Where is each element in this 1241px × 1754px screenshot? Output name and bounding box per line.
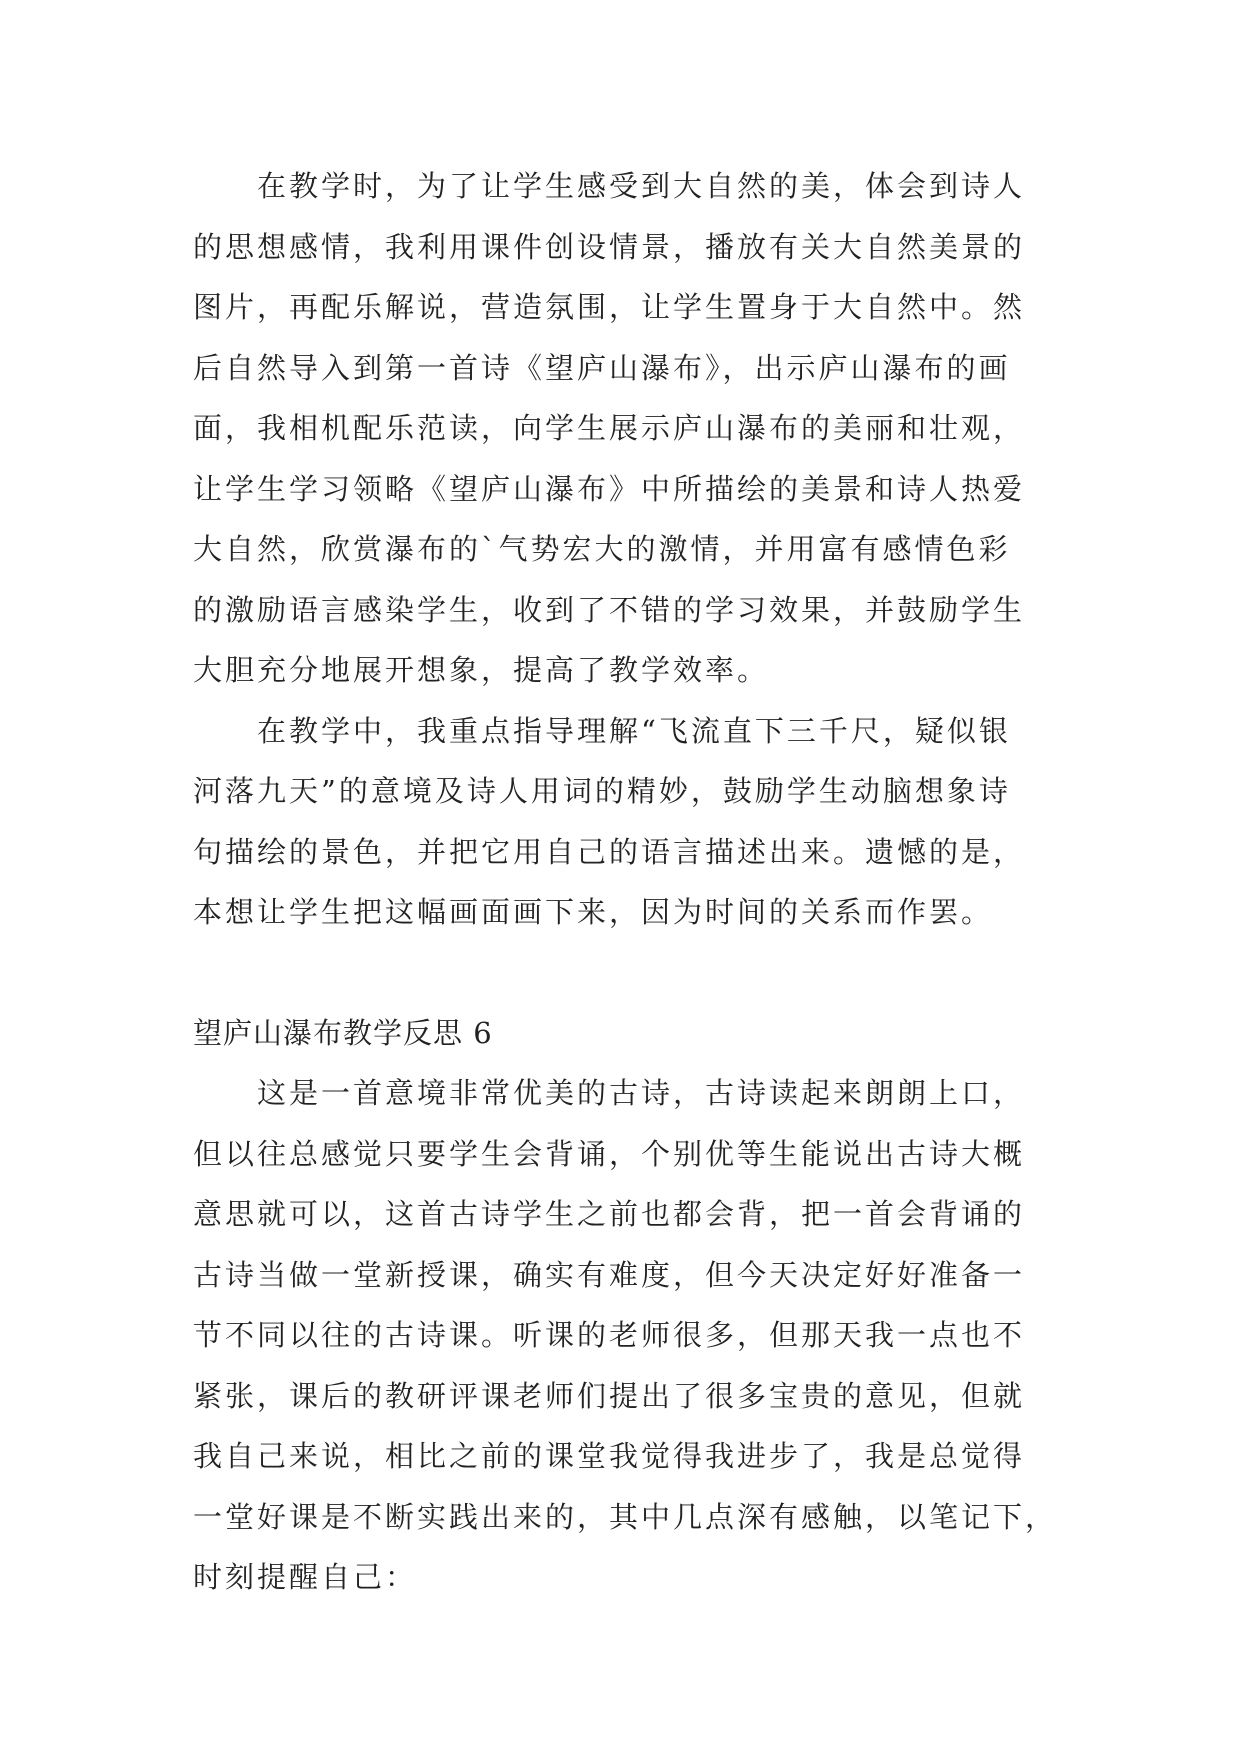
text-line: 句描绘的景色，并把它用自己的语言描述出来。遗憾的是， xyxy=(193,834,1026,869)
text-line: 在教学中，我重点指导理解“飞流直下三千尺，疑似银 xyxy=(257,713,1011,748)
paragraph-teaching-scene xyxy=(193,156,1053,701)
text-line: 节不同以往的古诗课。听课的老师很多，但那天我一点也不 xyxy=(193,1318,1026,1352)
text-line: 的思想感情，我利用课件创设情景，播放有关大自然美景的 xyxy=(193,229,1026,264)
text-line: 我自己来说，相比之前的课堂我觉得我进步了，我是总觉得 xyxy=(193,1439,1026,1473)
text-line: 的激励语言感染学生，收到了不错的学习效果，并鼓励学生 xyxy=(193,592,1026,627)
text-line: 大自然，欣赏瀑布的`气势宏大的激情，并用富有感情色彩 xyxy=(193,532,1011,566)
text-line: 意思就可以，这首古诗学生之前也都会背，把一首会背诵的 xyxy=(193,1197,1026,1231)
text-line: 在教学时，为了让学生感受到大自然的美，体会到诗人 xyxy=(257,169,1026,203)
text-line: 图片，再配乐解说，营造氛围，让学生置身于大自然中。然 xyxy=(193,290,1026,324)
document-page xyxy=(193,156,1058,1608)
text-line: 一堂好课是不断实践出来的，其中几点深有感触，以笔记下， xyxy=(193,1499,1058,1534)
section-spacer xyxy=(193,943,1053,1003)
text-line: 但以往总感觉只要学生会背诵，个别优等生能说出古诗大概 xyxy=(193,1136,1026,1171)
text-line: 面，我相机配乐范读，向学生展示庐山瀑布的美丽和壮观， xyxy=(193,411,1026,445)
text-line: 大胆充分地展开想象，提高了教学效率。 xyxy=(193,653,770,687)
text-line: 后自然导入到第一首诗《望庐山瀑布》，出示庐山瀑布的画 xyxy=(193,350,1011,385)
text-line: 紧张，课后的教研评课老师们提出了很多宝贵的意见，但就 xyxy=(193,1378,1026,1413)
text-line: 河落九天”的意境及诗人用词的精妙，鼓励学生动脑想象诗 xyxy=(193,774,1011,808)
paragraph-key-guidance xyxy=(193,701,1053,943)
text-line: 这是一首意境非常优美的古诗，古诗读起来朗朗上口， xyxy=(257,1076,1026,1110)
text-line: 时刻提醒自己： xyxy=(193,1560,418,1594)
text-line: 让学生学习领略《望庐山瀑布》中所描绘的美景和诗人热爱 xyxy=(193,471,1026,506)
section-heading: 望庐山瀑布教学反思 6 xyxy=(193,1015,493,1050)
text-line: 本想让学生把这幅画面画下来，因为时间的关系而作罢。 xyxy=(193,895,994,929)
paragraph-reflection xyxy=(193,1063,1058,1608)
text-line: 古诗当做一堂新授课，确实有难度，但今天决定好好准备一 xyxy=(193,1257,1026,1292)
